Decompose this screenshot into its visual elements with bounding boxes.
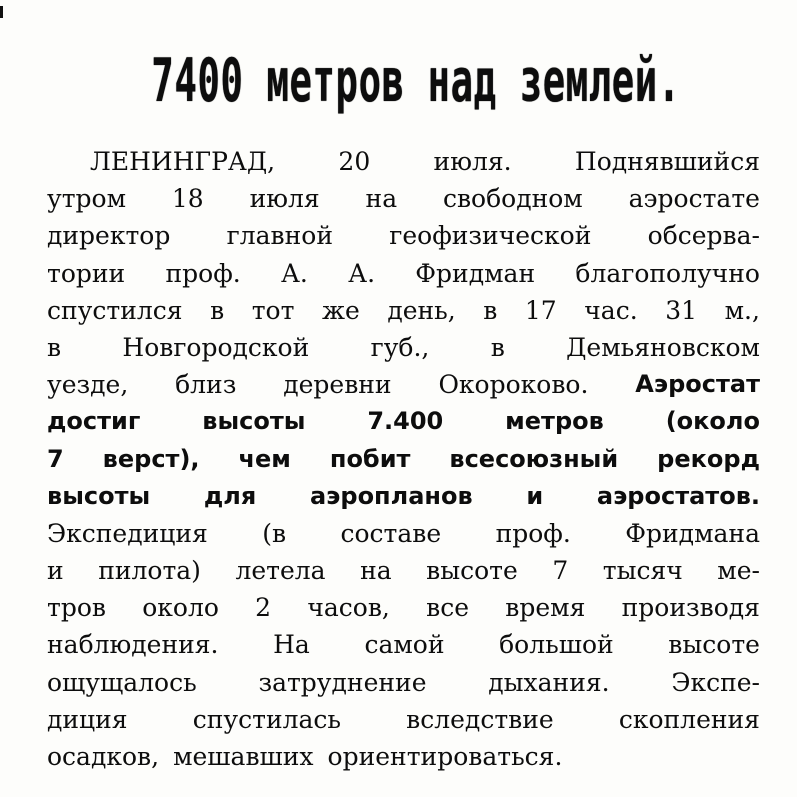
article-word: день, [387,295,456,325]
article-word: тров [47,593,106,623]
article-line [47,217,760,254]
article-word: затруднение [258,667,427,697]
article-word: 2 [255,593,272,623]
article-word: все [426,593,469,623]
article-word: (около [665,407,760,436]
article-word: час. [584,295,638,325]
article-word: директор [47,221,171,251]
article-word: деревни [283,370,392,400]
article-word: вследствие [406,704,554,734]
article-word: тот [251,295,295,325]
article-word: большой [499,630,614,660]
article-word: дыхания. [488,667,610,697]
article-word: благополучно [575,258,760,288]
article-word: Окороково. [438,370,589,400]
article-line [47,366,760,403]
article-word: Поднявшийся [574,147,760,176]
article-word: А. [280,258,308,288]
article-word: тысяч [602,556,683,586]
headline: 7400 метров над землей. [151,46,681,116]
article-word: высоте [668,630,760,660]
article-word: 18 [171,184,204,214]
article-word: побит [329,444,411,473]
article-word: часов, [307,593,390,623]
article-word: аэростатов. [596,481,760,510]
article-word: в [483,295,498,325]
article-line [47,552,760,589]
article-line [47,255,760,292]
article-word: 7.400 [367,407,444,436]
article-word: уезде, [47,370,129,400]
article-word: На [273,630,310,660]
article-word: время [505,593,586,623]
article-word: на [365,184,398,214]
article-word: для [203,481,257,510]
article-word: Экспе- [671,667,760,697]
article-body [47,143,760,775]
article-word: высоты [202,407,306,436]
article-word: высоте [426,556,518,586]
article-word: на [360,556,392,586]
article-word: тории [47,258,126,288]
article-word: Экспедиция [47,518,208,548]
article-word: летела [235,556,326,586]
article-word: Новгородской [122,332,310,362]
article-word: спустилась [192,704,342,734]
article-word: 31 [665,295,698,325]
article-line [47,441,760,478]
article-line [47,515,760,552]
article-line [47,329,760,366]
article-word: пилота) [98,556,201,586]
article-word: 20 [338,147,371,176]
article-line [47,626,760,663]
article-line [47,738,760,775]
article-word: скопления [618,704,760,734]
article-word: около [142,593,219,623]
article-word: в [490,332,505,362]
article-word: спустился [47,295,183,325]
article-word: свободном [442,184,583,214]
article-word: мешавших [173,742,314,771]
article-word: обсерва- [647,221,760,251]
article-word: губ., [370,332,430,362]
article-word: в [210,295,225,325]
article-word: проф. [165,258,241,288]
article-word: 7 [47,444,64,473]
article-word: проф. [495,518,571,548]
article-line [47,589,760,626]
article-word: верст), [102,444,200,473]
article-word: ЛЕНИНГРАД, [90,147,276,176]
article-word: м., [724,295,760,325]
article-word: Демьяновском [566,332,760,362]
article-word: всесоюзный [449,444,619,473]
article-word: достиг [47,407,141,436]
article-word: производя [621,593,760,623]
article-word: же [321,295,360,325]
article-word: геофизической [389,221,592,251]
article-word: осадков, [47,742,160,771]
article-word: Аэростат [635,370,760,399]
article-line [47,664,760,701]
edge-mark [0,6,3,18]
article-line [47,701,760,738]
article-word: и [47,556,64,586]
article-word: составе [340,518,442,548]
article-word: июля. [433,147,512,176]
article-word: 17 [524,295,557,325]
article-word: в [47,332,62,362]
article-word: наблюдения. [47,630,219,660]
article-word: 7 [552,556,569,586]
article-word: рекорд [657,444,760,473]
article-word: метров [505,407,604,436]
article-line [47,143,760,180]
article-line [47,292,760,329]
article-line [47,403,760,440]
article-word: Фридман [415,258,536,288]
article-word: чем [238,444,291,473]
article-word: Фридмана [625,518,760,548]
article-word: июля [249,184,320,214]
article-word: (в [262,518,287,548]
article-word: А. [348,258,376,288]
article-line [47,478,760,515]
article-word: ме- [717,556,760,586]
article-word: ориентироваться. [327,742,563,771]
article-word: самой [364,630,445,660]
article-word: диция [47,704,128,734]
article-line [47,180,760,217]
article-word: утром [47,184,127,214]
article-word: высоты [47,481,151,510]
article-word: ощущалось [47,667,197,697]
article-word: аэростате [628,184,760,214]
article-word: близ [175,370,237,400]
article-word: аэропланов [309,481,473,510]
article-word: главной [226,221,333,251]
article-word: и [526,481,544,510]
